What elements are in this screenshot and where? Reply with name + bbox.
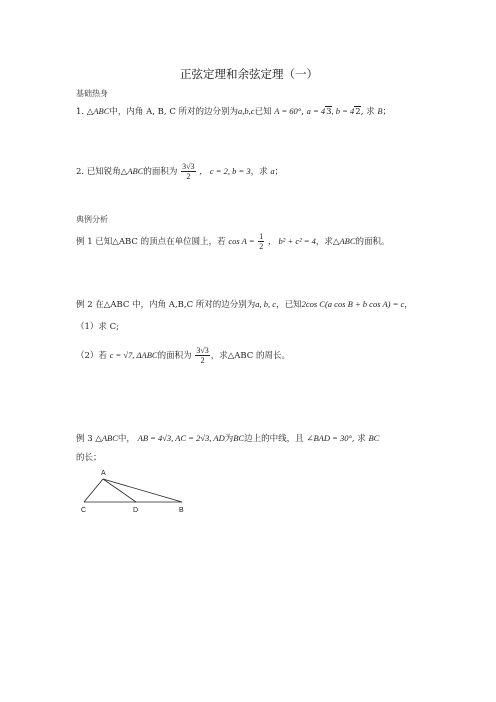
q2-triangle: ABC xyxy=(127,166,144,176)
q1-given: 已知 xyxy=(254,107,272,117)
label-a: A xyxy=(101,470,106,477)
triangle-lines xyxy=(84,479,182,502)
label-d: D xyxy=(133,507,139,514)
q1-side-b-condition: , b = 4 xyxy=(331,106,355,116)
label-b: B xyxy=(179,507,184,514)
ex3-prefix: 例 3 △ xyxy=(76,434,102,444)
ex3-text-3: 边上的中线，且 xyxy=(244,434,304,444)
section-basic: 基础热身 xyxy=(76,89,108,98)
ex1-ask: ，求△ xyxy=(315,237,340,247)
q2-prefix: 2. 已知锐角△ xyxy=(76,167,128,177)
q1-triangle: ABC xyxy=(93,106,110,116)
q1-end: ； xyxy=(382,107,392,117)
ex2-part2-end: ，求△ABC 的周长。 xyxy=(210,351,290,361)
q2-ask: ，求 xyxy=(250,167,268,177)
ex2-end: ， xyxy=(404,300,413,310)
ex3-angle: ∠BAD = 30° xyxy=(306,433,352,443)
ex2-sides: a, b, c xyxy=(255,299,277,309)
page-title: 正弦定理和余弦定理（一） xyxy=(180,67,318,81)
q2-ask-var: a xyxy=(270,166,275,176)
ex3-bc: BC xyxy=(233,433,245,443)
ex3-ask-var: BC xyxy=(368,433,380,443)
ex3-conditions: AB = 4√3, AC = 2√3, AD xyxy=(137,433,225,443)
q1-ask-var: B xyxy=(377,106,383,116)
q1-ask: , 求 xyxy=(360,107,375,117)
ex3-text: 中， xyxy=(117,434,135,444)
ex3-ask: , 求 xyxy=(351,434,366,444)
q1-sides: a,b,c xyxy=(238,106,255,116)
q1-root-3: 3 xyxy=(326,107,332,117)
ex2-part2-prefix: （2）若 xyxy=(76,351,107,361)
ex1-condition: ， b² + c² = 4 xyxy=(267,236,316,246)
q1-text: 中，内角 A, B, C 所对的边分别为 xyxy=(109,107,239,117)
question-1: 1. △ABC中，内角 A, B, C 所对的边分别为a,b,c已知 A = 60°, a = 43, b = 42, 求 B； xyxy=(76,106,392,117)
ex2-prefix: 例 2 在△ABC 中，内角 A,B,C 所对的边分别为 xyxy=(76,300,256,310)
q1-prefix: 1. △ xyxy=(76,107,94,117)
question-2 xyxy=(76,162,283,181)
ex3-triangle: ABC xyxy=(101,433,118,443)
example-2 xyxy=(76,298,413,310)
ex3-text-2: 为 xyxy=(224,434,234,444)
q2-end: ； xyxy=(274,167,284,177)
q1-side-a-condition: a = 4 xyxy=(306,106,326,116)
q2-conditions: ， c = 2, b = 3 xyxy=(199,166,251,176)
example-3 xyxy=(76,432,379,444)
section-examples: 典例分析 xyxy=(76,215,108,224)
label-c: C xyxy=(81,507,87,514)
ex2-given: ，已知 xyxy=(276,300,302,310)
ex2-area-fraction: $\frac{3√3}{2}$ xyxy=(196,346,209,365)
example-3-line-2: 的长； xyxy=(76,453,102,463)
triangle-figure xyxy=(76,460,196,515)
side-ab xyxy=(103,479,182,502)
ex1-fraction: $\frac{1}{2}$ xyxy=(259,232,264,251)
ex2-equation: 2cos C(a cos B + b cos A) = c xyxy=(301,299,405,309)
example-1 xyxy=(76,232,390,251)
side-ca xyxy=(84,479,103,502)
ex1-prefix: 例 1 已知△ABC 的顶点在单位圆上，若 xyxy=(76,237,226,247)
q1-root-2: 2 xyxy=(355,107,361,117)
q1-angle-condition: A = 60° xyxy=(274,106,302,116)
ex1-end: 的面积。 xyxy=(355,237,390,247)
q2-area-fraction: $\frac{3√3}{2}$ xyxy=(182,162,195,181)
example-2-part-2 xyxy=(76,346,290,365)
ex2-part2-condition: c = √7, ΔABC xyxy=(109,350,158,360)
q2-text: 的面积为 xyxy=(143,167,178,177)
ex1-cos: cos A = xyxy=(228,236,255,246)
median-ad xyxy=(103,479,136,502)
ex2-part2-text: 的面积为 xyxy=(157,351,192,361)
example-2-part-1: （1）求 C; xyxy=(76,322,119,332)
ex1-triangle: ABC xyxy=(339,236,356,246)
